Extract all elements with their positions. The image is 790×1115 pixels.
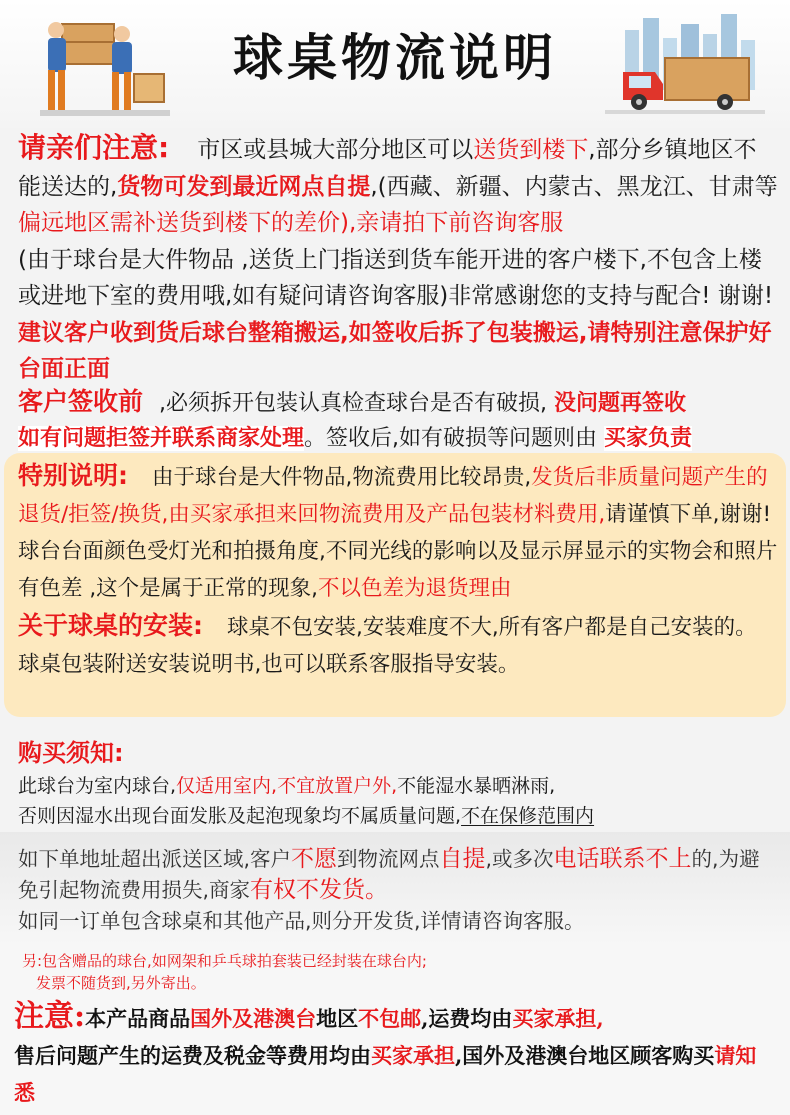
- footer-highlight-4: 买家承担: [371, 1043, 455, 1068]
- install-heading: 关于球桌的安装:: [18, 611, 203, 640]
- delivery-highlight-1: 不愿: [291, 846, 338, 872]
- delivery-text-2: 到物流网点: [337, 847, 440, 871]
- purchase-warranty-note: 不在保修范围内: [461, 805, 595, 827]
- notice-text-4: (由于球台是大件物品 ,送货上门指送到货车能开进的客户楼下,不包含上楼或进地下室的费用哦,如有疑问请咨询客服)非常感谢您的支持与配合! 谢谢!: [18, 246, 774, 309]
- delivery-text-5: 如同一订单包含球桌和其他产品,则分开发货,详情请咨询客服。: [18, 909, 585, 933]
- footer-text-1: 本产品商品: [85, 1006, 191, 1031]
- footer-highlight-1: 国外及港澳台: [190, 1006, 317, 1031]
- purchase-text-3: 否则因湿水出现台面发胀及起泡现象均不属质量问题,: [18, 805, 462, 827]
- purchase-text-1: 此球台为室内球台,: [18, 775, 177, 797]
- notice-highlight-4: 建议客户收到货后球台整箱搬运,如签收后拆了包装搬运,请特别注意保护好台面正面: [18, 319, 772, 382]
- delivery-highlight-3: 电话联系不上: [553, 846, 692, 872]
- signing-highlight-3: 买家负责: [604, 426, 693, 451]
- notice-heading: 请亲们注意:: [18, 131, 170, 164]
- footer-text-5: ,国外及港澳台地区顾客购买: [455, 1043, 715, 1068]
- special-text-1: 由于球台是大件物品,物流费用比较昂贵,: [152, 465, 532, 490]
- delivery-truck-icon: [605, 10, 765, 120]
- notice-highlight-1: 送货到楼下: [473, 137, 589, 163]
- notice-section: [18, 130, 778, 388]
- special-heading: 特别说明:: [18, 461, 128, 490]
- signing-heading: 客户签收前: [18, 387, 144, 416]
- special-highlight-2: 不以色差为退货理由: [318, 576, 512, 601]
- notice-highlight-2: 货物可发到最近网点自提: [117, 173, 371, 200]
- footer-section: [14, 998, 774, 1111]
- signing-highlight-2: 如有问题拒签并联系商家处理: [18, 426, 305, 451]
- notice-text-1: 市区或县城大部分地区可以: [197, 137, 474, 163]
- signing-highlight-1: 没问题再签收: [554, 391, 687, 416]
- special-highlight-1: 发货后非质量问题产生的退货/拒签/换货,由买家承担来回物流费用及产品包装材料费用,: [18, 465, 768, 527]
- footer-text-3: ,运费均由: [421, 1006, 513, 1031]
- signing-text-2: 。签收后,如有破损等问题则由: [304, 426, 598, 451]
- purchase-highlight-1: 仅适用室内,不宜放置户外,: [176, 775, 398, 797]
- purchase-heading: 购买须知:: [18, 739, 124, 767]
- special-text-2: 请谨慎下单,谢谢!: [605, 502, 772, 527]
- delivery-text-1: 如下单地址超出派送区域,客户: [18, 847, 292, 871]
- gift-line-2: 发票不随货到,另外寄出。: [36, 974, 206, 992]
- delivery-highlight-4: 有权不发货。: [250, 877, 389, 903]
- workers-carrying-boxes-icon: [40, 12, 170, 122]
- signing-section: [18, 384, 778, 456]
- delivery-section: [18, 844, 778, 937]
- footer-highlight-5: 请知悉: [14, 1043, 757, 1105]
- delivery-text-4: 的,为避免引起物流费用损失,商家: [18, 847, 760, 902]
- install-text: 球桌不包安装,安装难度不大,所有客户都是自己安装的。球桌包装附送安装说明书,也可以联系客服指导安装。: [18, 615, 757, 677]
- delivery-highlight-2: 自提: [439, 846, 486, 872]
- delivery-text-3: ,或多次: [485, 847, 554, 871]
- purchase-text-2: 不能湿水暴晒淋雨,: [397, 775, 556, 797]
- special-section: [18, 457, 778, 683]
- notice-text-2: ,部分乡镇地区不能送达的,: [18, 137, 757, 200]
- special-text-3: 球台台面颜色受灯光和拍摄角度,不同光线的影响以及显示屏显示的实物会和照片有色差 ,这个是属于正常的现象,: [18, 539, 778, 601]
- gift-line-1: 另:包含赠品的球台,如网架和乒乓球拍套装已经封装在球台内;: [22, 952, 427, 970]
- signing-text-1: ,必须拆开包装认真检查球台是否有破损,: [159, 391, 554, 416]
- footer-heading: 注意:: [14, 999, 86, 1034]
- gift-section: [22, 950, 782, 994]
- footer-highlight-3: 买家承担,: [512, 1006, 604, 1031]
- notice-highlight-3: 偏远地区需补送货到楼下的差价),亲请拍下前咨询客服: [18, 210, 564, 236]
- footer-text-4: 售后问题产生的运费及税金等费用均由: [14, 1043, 371, 1068]
- footer-text-2: 地区: [316, 1006, 359, 1031]
- page-title: 球桌物流说明: [233, 29, 557, 87]
- notice-text-3: ,(西藏、新疆、内蒙古、黑龙江、甘肃等: [370, 173, 778, 200]
- purchase-section: [18, 735, 778, 831]
- footer-highlight-2: 不包邮: [358, 1006, 422, 1031]
